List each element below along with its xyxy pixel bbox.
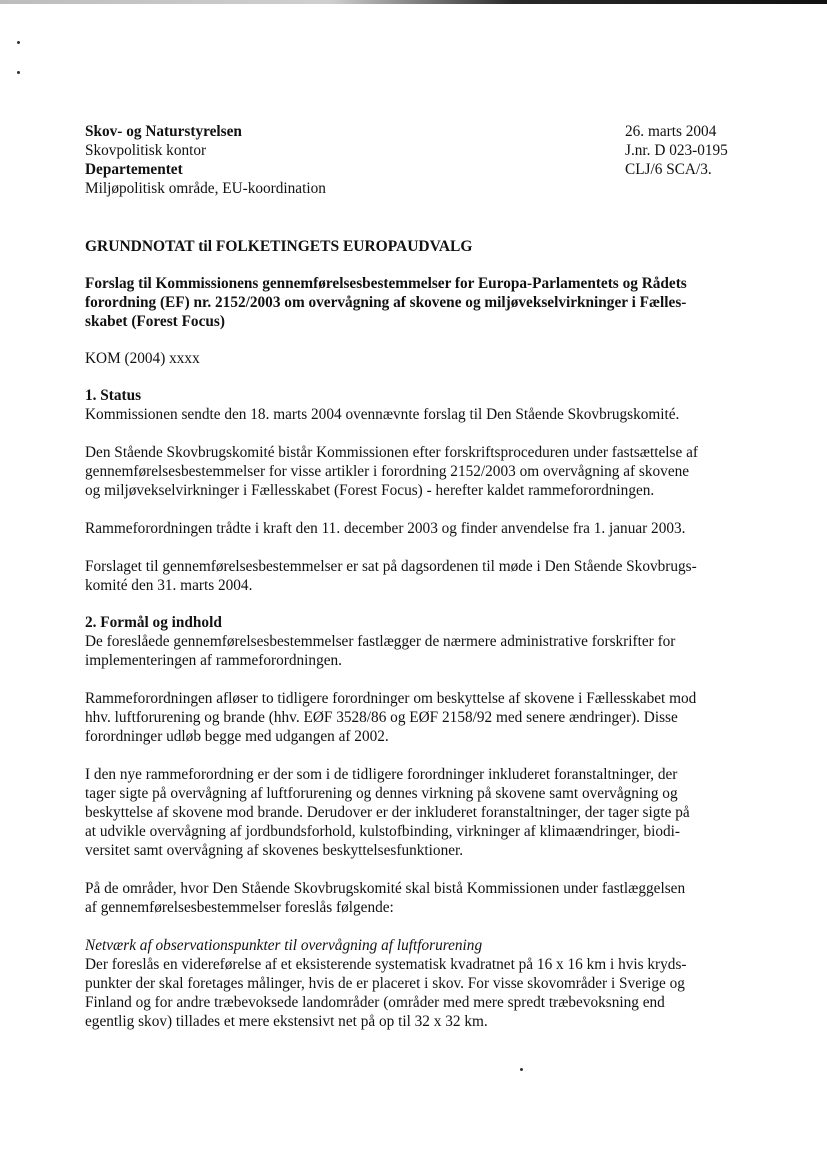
document-header xyxy=(85,122,755,200)
text-line: af gennemførelsesbestemmelser foreslås følgende: xyxy=(85,899,394,916)
section-1-paragraph xyxy=(85,443,755,500)
text-line: Der foreslås en videreførelse af et eksisterende systematisk kvadratnet på 16 x 16 km i hvis kryds- xyxy=(85,956,687,973)
section-2-paragraph xyxy=(85,632,755,670)
text-line: De foreslåede gennemførelsesbestemmelser fastlægger de nærmere administrative forskrifter for xyxy=(85,633,676,650)
text-line: hhv. luftforurening og brande (hhv. EØF 3528/86 og EØF 2158/92 med senere ændringer). Disse xyxy=(85,709,678,726)
subject-heading xyxy=(85,274,755,331)
document-date: 26. marts 2004 xyxy=(625,123,717,140)
subject-line: skabet (Forest Focus) xyxy=(85,313,225,330)
scan-edge xyxy=(0,0,827,4)
text-line: Kommissionen sendte den 18. marts 2004 ovennævnte forslag til Den Stående Skovbrugskomité. xyxy=(85,406,680,423)
section-1-heading: 1. Status xyxy=(85,387,142,404)
text-line: I den nye rammeforordning er der som i de tidligere forordninger inkluderet foranstaltninger, der xyxy=(85,766,678,783)
text-line: punkter der skal foretages målinger, hvis de er placeret i skov. For visse skovområder i Sverige og xyxy=(85,975,685,992)
section-2-paragraph xyxy=(85,765,755,860)
journal-number: J.nr. D 023-0195 xyxy=(625,142,728,159)
text-line: og miljøvekselvirkninger i Fællesskabet (Forest Focus) - herefter kaldet rammeforordningen. xyxy=(85,482,655,499)
text-line: På de områder, hvor Den Stående Skovbrugskomité skal bistå Kommissionen under fastlæggelsen xyxy=(85,880,686,897)
sender-org-1: Skov- og Naturstyrelsen xyxy=(85,123,242,140)
text-line: versitet samt overvågning af skovenes beskyttelsesfunktioner. xyxy=(85,842,464,859)
section-1-paragraph xyxy=(85,405,755,424)
sender-org-2: Departementet xyxy=(85,161,183,178)
text-line: Finland og for andre træbevoksede landområder (områder med mere spredt træbevoksning end xyxy=(85,994,665,1011)
scan-speck xyxy=(17,71,20,74)
section-1-paragraph xyxy=(85,519,755,538)
text-line: at udvikle overvågning af jordbundsforhold, kulstofbinding, virkninger af klimaændringer, biodi- xyxy=(85,823,681,840)
text-line: beskyttelse af skovene mod brande. Derudover er der inkluderet foranstaltninger, der tager sigte på xyxy=(85,804,690,821)
scan-speck xyxy=(17,41,20,44)
subject-line: forordning (EF) nr. 2152/2003 om overvågning af skovene og miljøvekselvirkninger i Fælles- xyxy=(85,294,687,311)
text-line: implementeringen af rammeforordningen. xyxy=(85,652,342,669)
text-line: Den Stående Skovbrugskomité bistår Kommissionen efter forskriftsproceduren under fastsættelse af xyxy=(85,444,699,461)
text-line: Forslaget til gennemførelsesbestemmelser er sat på dagsordenen til møde i Den Stående Skovbrugs- xyxy=(85,558,697,575)
text-line: egentlig skov) tillades et mere ekstensivt net på op til 32 x 32 km. xyxy=(85,1013,488,1030)
document-title: GRUNDNOTAT til FOLKETINGETS EUROPAUDVALG xyxy=(85,238,473,255)
sender-office-2: Miljøpolitisk område, EU-koordination xyxy=(85,180,326,197)
reference-code: CLJ/6 SCA/3. xyxy=(625,161,712,178)
sender-block xyxy=(85,122,326,198)
sender-office-1: Skovpolitisk kontor xyxy=(85,142,207,159)
subject-line: Forslag til Kommissionens gennemførelsesbestemmelser for Europa-Parlamentets og Rådets xyxy=(85,275,687,292)
scan-speck xyxy=(520,1068,523,1071)
text-line: Rammeforordningen trådte i kraft den 11. december 2003 og finder anvendelse fra 1. januar 2003. xyxy=(85,520,686,537)
section-2-paragraph xyxy=(85,879,755,917)
text-line: tager sigte på overvågning af luftforurening og dennes virkning på skovene samt overvågning og xyxy=(85,785,678,802)
section-1-paragraph xyxy=(85,557,755,595)
text-line: forordninger udløb begge med udgangen af 2002. xyxy=(85,728,389,745)
section-2-heading: 2. Formål og indhold xyxy=(85,614,222,631)
subsection-heading: Netværk af observationspunkter til overvågning af luftforurening xyxy=(85,937,483,954)
document-page xyxy=(85,122,755,1031)
section-2-paragraph xyxy=(85,689,755,746)
kom-reference: KOM (2004) xxxx xyxy=(85,350,200,367)
text-line: gennemførelsesbestemmelser for visse artikler i forordning 2152/2003 om overvågning af skovene xyxy=(85,463,690,480)
meta-block xyxy=(625,122,728,179)
section-2-paragraph xyxy=(85,955,755,1031)
text-line: Rammeforordningen afløser to tidligere forordninger om beskyttelse af skovene i Fællesskabet mod xyxy=(85,690,697,707)
text-line: komité den 31. marts 2004. xyxy=(85,577,253,594)
